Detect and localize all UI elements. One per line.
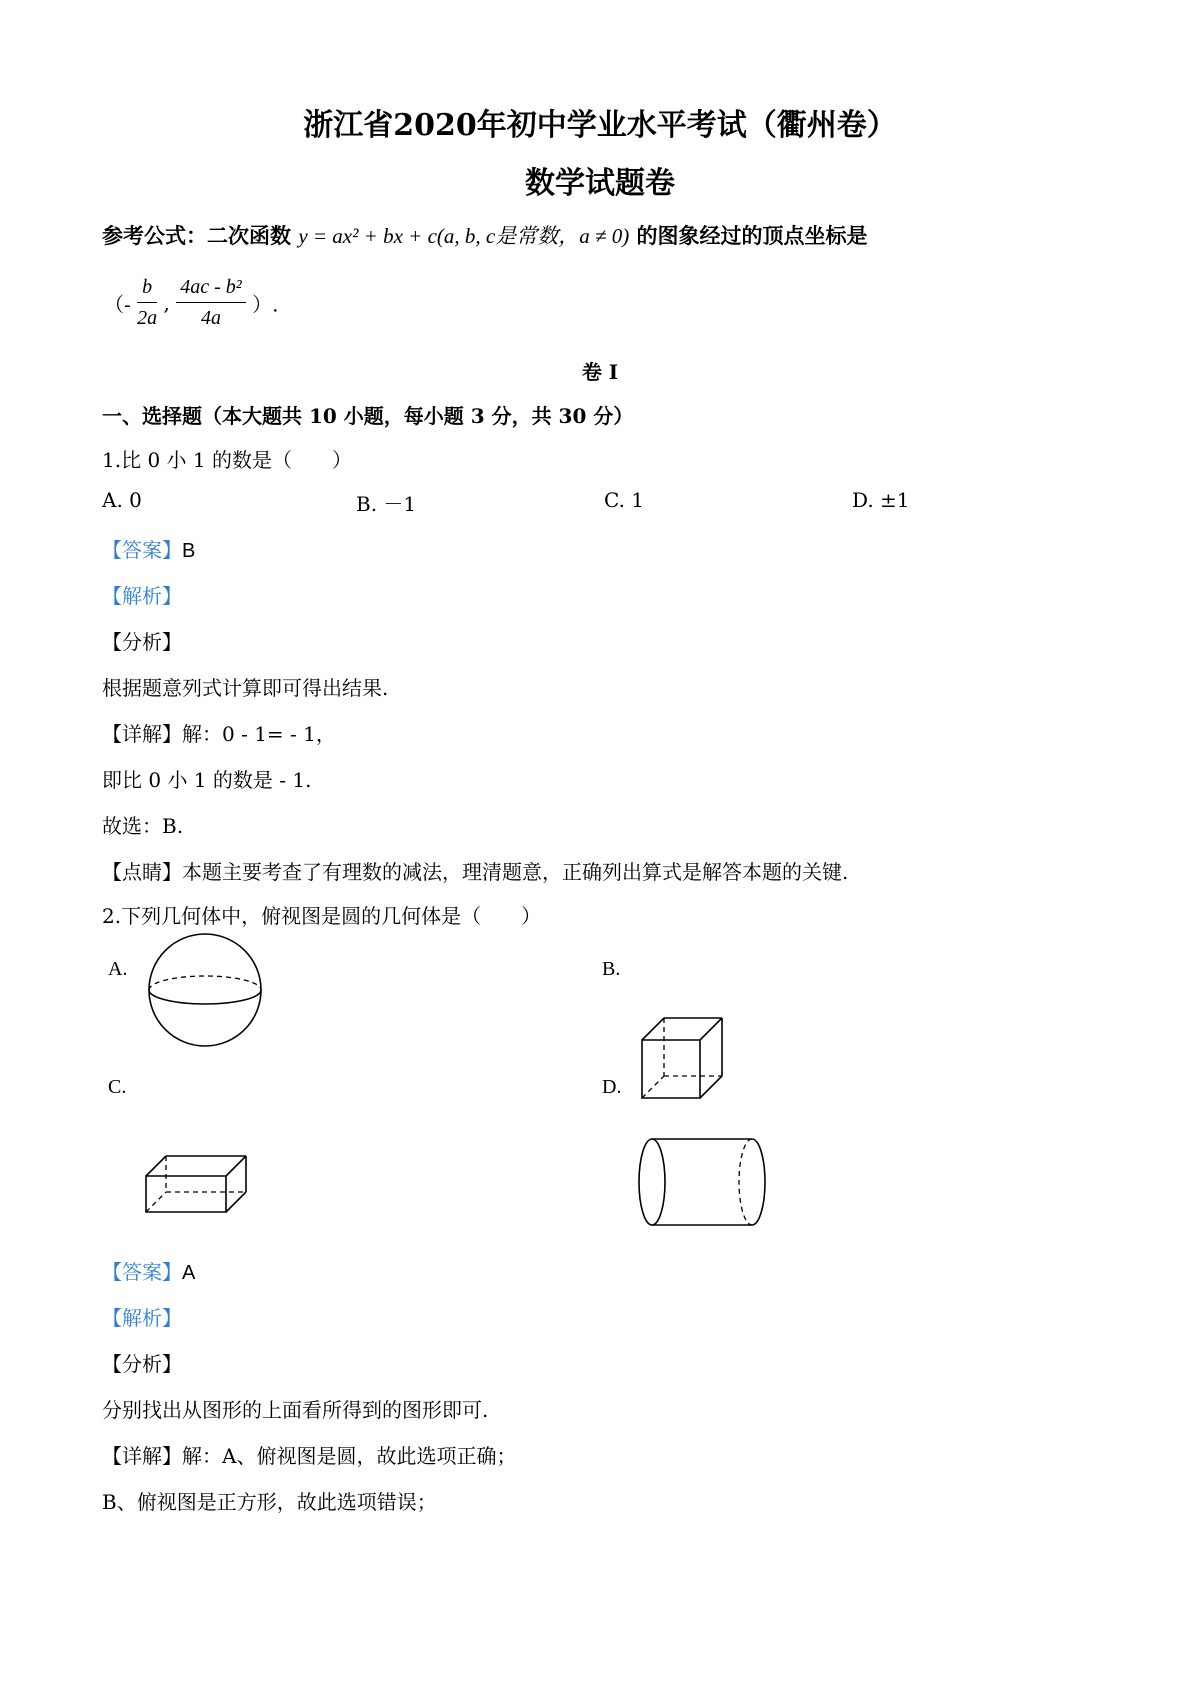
vertex-close: ）.	[252, 292, 279, 317]
q1-option-d: D. ±1	[852, 488, 910, 512]
cube-figure	[632, 1010, 732, 1110]
sphere-figure	[140, 928, 270, 1052]
fraction-y-numerator: 4ac - b²	[176, 276, 246, 303]
q1-option-a: A. 0	[102, 488, 142, 512]
q1-analysis-tag: 【解析】	[102, 584, 182, 608]
q2-fenxi-tag: 【分析】	[102, 1352, 182, 1376]
page-subtitle: 数学试题卷	[525, 166, 675, 201]
cylinder-figure	[634, 1132, 774, 1232]
q1-choice: 故选：B.	[102, 814, 184, 838]
q1-detail-line	[102, 718, 336, 747]
q1-detail-text: 解：0 - 1= - 1，	[182, 722, 336, 746]
q1-answer-tag: 【答案】	[102, 538, 182, 562]
q2-detail-text: 解：A、俯视图是圆，故此选项正确；	[182, 1444, 517, 1468]
fraction-y-denominator: 4a	[200, 307, 221, 329]
q2-answer-line	[102, 1256, 195, 1285]
q2-detail-line-b: B、俯视图是正方形，故此选项错误；	[102, 1490, 437, 1514]
q2-figure-label-c: C.	[108, 1076, 127, 1098]
q1-stem: 1.比 0 小 1 的数是（ ）	[102, 448, 352, 472]
q2-fenxi-text: 分别找出从图形的上面看所得到的图形即可.	[102, 1398, 489, 1422]
fraction-x-numerator: b	[137, 276, 157, 303]
q2-answer-tag: 【答案】	[102, 1260, 182, 1284]
q2-analysis-tag: 【解析】	[102, 1306, 182, 1330]
fraction-x-denominator: 2a	[137, 307, 158, 329]
vertex-fraction-x	[137, 276, 157, 330]
q1-option-b: B. －1	[356, 492, 417, 516]
q1-answer-value: B	[182, 540, 196, 562]
q1-detail-line2: 即比 0 小 1 的数是 - 1.	[102, 768, 312, 792]
volume-label: 卷 I	[581, 360, 619, 384]
q2-answer-value: A	[182, 1262, 196, 1284]
page-title: 浙江省2020年初中学业水平考试（衢州卷）	[303, 108, 897, 143]
q1-answer-line	[102, 534, 195, 563]
vertex-open: （-	[104, 292, 131, 317]
formula-prefix: 参考公式：二次函数	[102, 223, 299, 248]
cuboid-figure	[140, 1150, 260, 1220]
q1-comment-text: 本题主要考查了有理数的减法，理清题意，正确列出算式是解答本题的关键.	[182, 860, 849, 884]
q1-option-c: C. 1	[604, 488, 645, 512]
formula-suffix: 的图象经过的顶点坐标是	[629, 223, 868, 248]
formula-line	[102, 220, 868, 250]
q2-figure-label-b: B.	[602, 958, 621, 980]
q1-fenxi-tag: 【分析】	[102, 630, 182, 654]
vertex-formula	[104, 276, 278, 330]
q2-figure-label-a: A.	[108, 958, 128, 980]
q2-detail-tag: 【详解】	[102, 1444, 182, 1468]
formula-expression: y = ax² + bx + c(a, b, c是常数，a ≠ 0)	[298, 224, 630, 248]
q1-fenxi-text: 根据题意列式计算即可得出结果.	[102, 676, 389, 700]
vertex-fraction-y	[176, 276, 246, 330]
q2-figure-label-d: D.	[602, 1076, 622, 1098]
q1-comment-tag: 【点睛】	[102, 860, 182, 884]
vertex-comma: ,	[163, 291, 170, 315]
q1-detail-tag: 【详解】	[102, 722, 182, 746]
q1-comment-line	[102, 856, 848, 885]
q2-stem: 2.下列几何体中，俯视图是圆的几何体是（ ）	[102, 904, 542, 928]
section-heading: 一、选择题（本大题共 10 小题，每小题 3 分，共 30 分）	[102, 404, 634, 428]
q2-detail-line	[102, 1440, 516, 1469]
